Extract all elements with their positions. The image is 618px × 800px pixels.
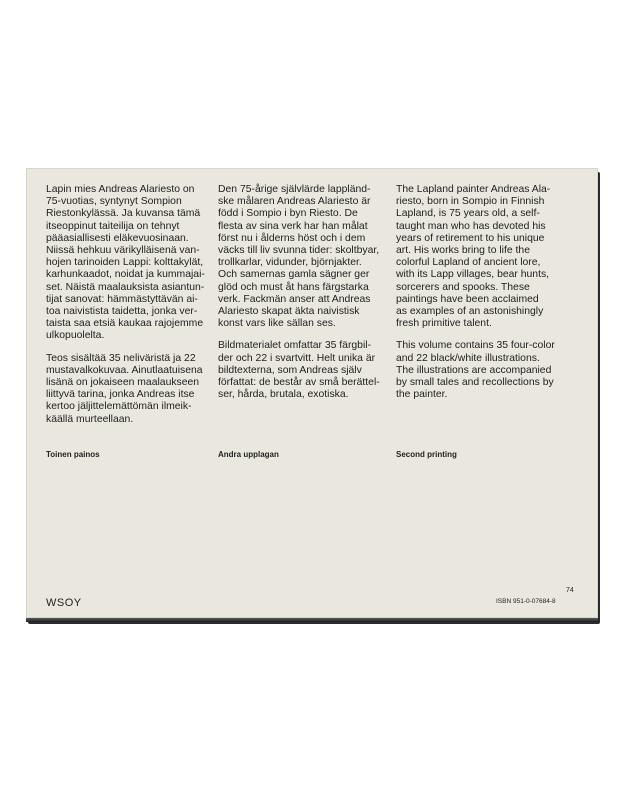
finnish-contents: Teos sisältää 35 neliväristä ja 22 mustavalkokuvaa. Ainutlaatuisena lisänä on jokaiseen maalaukseen liittyvä tarina, jonka Andreas itse kertoo jäljittelemättömän ilmeik- käällä murteellaan. <box>46 352 203 425</box>
finnish-printing-note: Toinen painos <box>46 450 100 459</box>
swedish-contents: Bildmaterialet omfattar 35 färgbil- der och 22 i svartvitt. Helt unika är bildtexterna, som Andreas själv författat: de består av små berättel- ser, hårda, brutala, exotiska. <box>218 340 380 401</box>
book-bottom-edge <box>26 618 598 622</box>
swedish-description: Den 75-årige självlärde lappländ- ske målaren Andreas Alariesto är född i Sompio i byn Riesto. De flesta av sina verk har han målat först nu i ålderns höst och i dem väcks till liv svunna tider: skoltbyar, trollkarlar, vidunder, björnjakter. Och samernas gamla sägner ger glöd och must åt hans färgstarka verk. Fackmän anser att Andreas Alariesto skapat äkta naivistisk konst vars like sällan ses. <box>218 184 380 330</box>
english-description: The Lapland painter Andreas Ala- riesto, born in Sompio in Finnish Lapland, is 75 years old, a self- taught man who has devoted his years of retirement to his unique art. His works bring to life the colorful Lapland of ancient lore, with its Lapp villages, bear hunts, sorcerers and spooks. These paintings have been acclaimed as examples of an astonishingly fresh primitive talent. <box>396 184 551 330</box>
english-contents: This volume contains 35 four-color and 22 black/white illustrations. The illustrations are accompanied by small tales and recollections by the painter. <box>396 340 555 401</box>
catalog-code: 74 <box>566 587 574 594</box>
publisher-logo: WSOY <box>46 597 82 609</box>
isbn: ISBN 951-0-07684-8 <box>496 598 556 605</box>
finnish-description: Lapin mies Andreas Alariesto on 75-vuotias, syntynyt Sompion Riestonkylässä. Ja kuvansa tämä itseoppinut taiteilija on tehnyt pääasiallisesti eläkevuosinaan. Niissä hehkuu värikylläisenä van- hojen tarinoiden Lappi: kolttakylät, karhunkaadot, noidat ja kummajai- set. Näistä maalauksista asiantun- tijat sanovat: hämmästyttävän ai- toa naivistista taidetta, jonka ver- taista saa etsiä kaukaa rajojemme ulkopuolelta. <box>46 184 205 342</box>
english-column <box>396 184 572 411</box>
swedish-printing-note: Andra upplagan <box>218 450 279 459</box>
finnish-column <box>46 184 222 436</box>
swedish-column <box>218 184 394 411</box>
english-printing-note: Second printing <box>396 450 457 459</box>
